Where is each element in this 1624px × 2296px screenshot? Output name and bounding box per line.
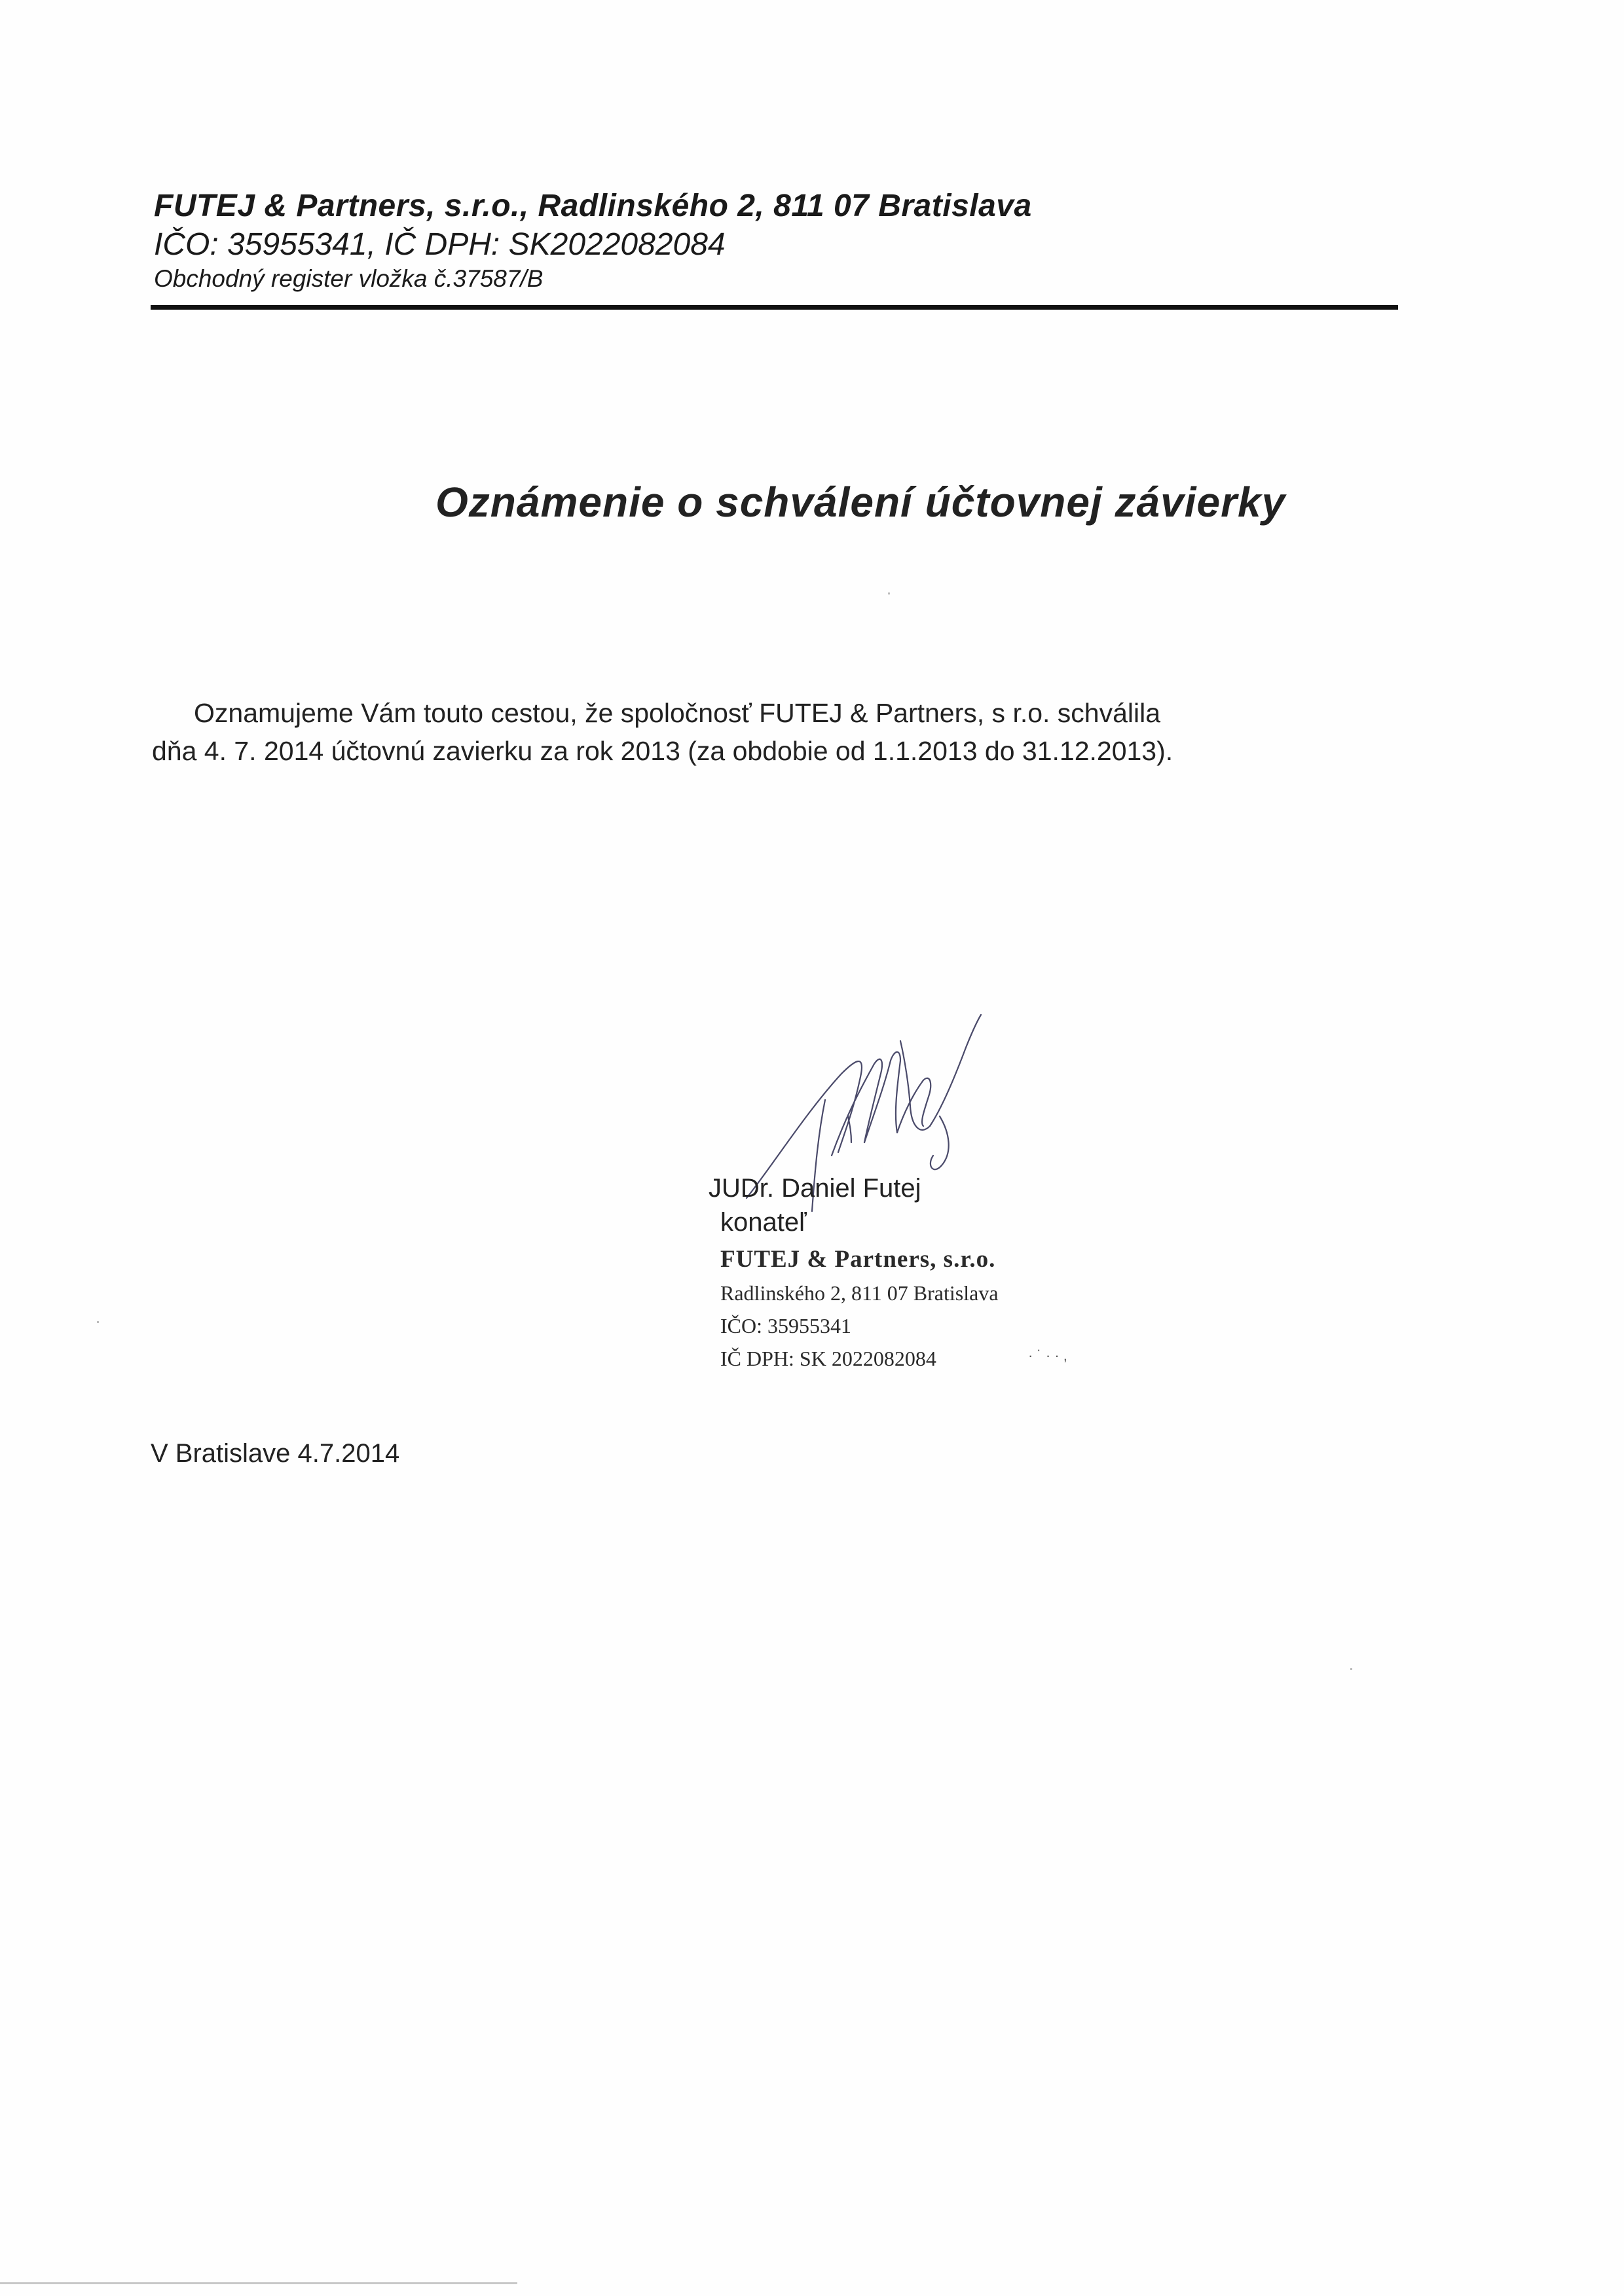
body-line-1: Oznamujeme Vám touto cestou, že spoločnosť FUTEJ & Partners, s r.o. schválila [194,698,1161,728]
letterhead-divider [151,305,1398,310]
letterhead [154,187,1398,294]
stamp-icdph: IČ DPH: SK 2022082084 [720,1347,936,1370]
stamp-company-name: FUTEJ & Partners, s.r.o. [720,1246,996,1273]
document-title: Oznámenie o schválení účtovnej závierky [435,479,1286,526]
scan-speck [97,1321,99,1323]
stamp-ink-specks: · ˙ · · , [1028,1347,1067,1364]
body-paragraph [152,694,1226,770]
letterhead-company-address: FUTEJ & Partners, s.r.o., Radlinského 2, 811 07 Bratislava [154,189,1032,223]
scan-speck [888,592,890,594]
company-stamp [720,1243,999,1375]
stamp-address: Radlinského 2, 811 07 Bratislava [720,1281,999,1305]
letterhead-tax-ids: IČO: 35955341, IČ DPH: SK2022082084 [154,227,726,262]
stamp-ico: IČO: 35955341 [720,1314,851,1338]
signatory-name: JUDr. Daniel Futej [709,1174,921,1203]
signatory-role: konateľ [720,1208,807,1237]
letterhead-register: Obchodný register vložka č.37587/B [154,265,544,292]
scan-edge-line [0,2282,517,2284]
scan-speck [1350,1668,1352,1670]
place-and-date: V Bratislave 4.7.2014 [151,1439,400,1468]
body-line-2: dňa 4. 7. 2014 účtovnú zavierku za rok 2013 (za obdobie od 1.1.2013 do 31.12.2013). [152,736,1173,766]
